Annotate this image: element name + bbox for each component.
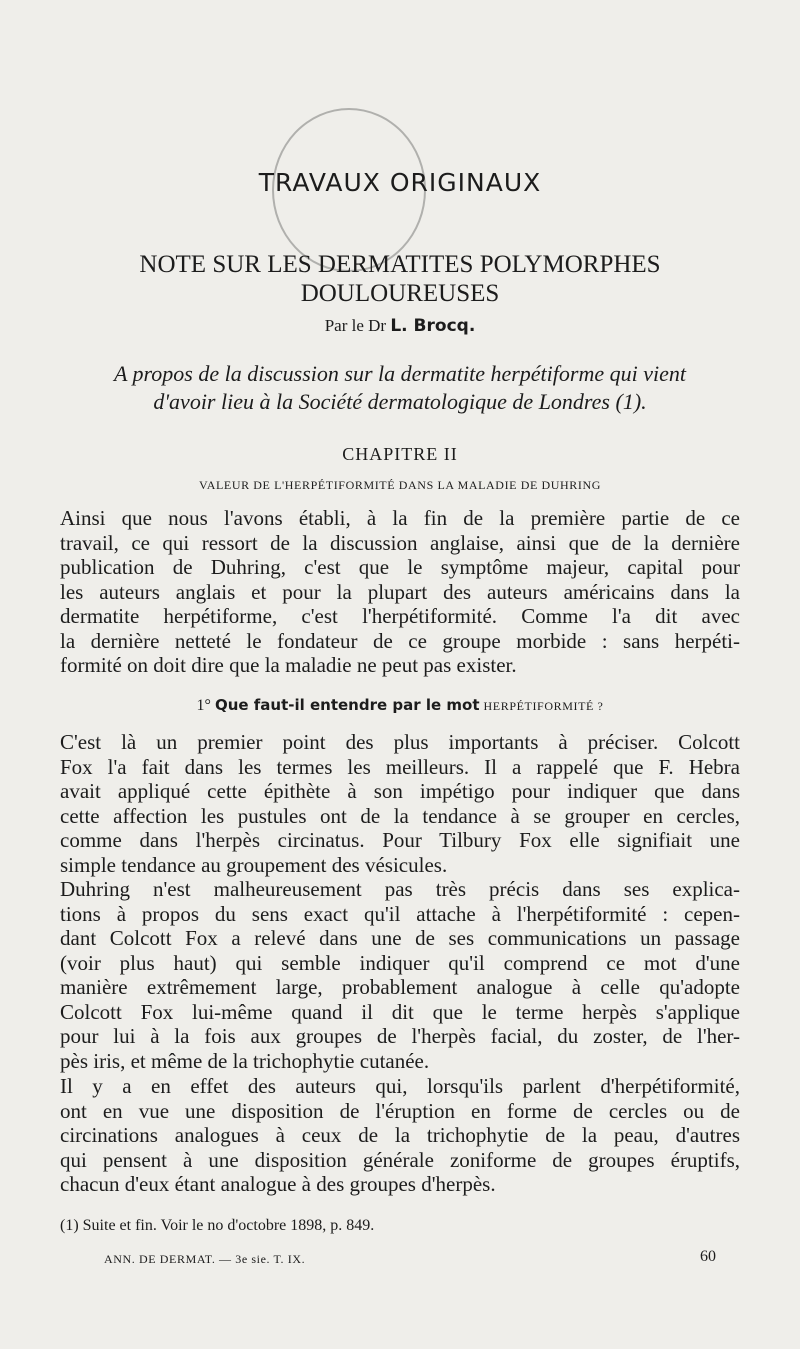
text-line: pès iris, et même de la trichophytie cutanée. [60, 1048, 430, 1073]
text-line: ont en vue une disposition de l'éruption en forme de cercles ou de [60, 1098, 740, 1123]
text-line: qui pensent à une disposition générale zoniforme de groupes éruptifs, [60, 1147, 740, 1172]
text-line: Fox l'a fait dans les termes les meilleurs. Il a rappelé que F. Hebra [60, 754, 740, 779]
text-line: la dernière netteté le fondateur de ce groupe morbide : sans herpéti- [60, 628, 740, 653]
text-line: (voir plus haut) qui semble indiquer qu'il comprend ce mot d'une [60, 950, 740, 975]
author-name: L. Brocq. [390, 316, 476, 336]
text-line: travail, ce qui ressort de la discussion anglaise, ainsi que de la dernière [60, 530, 740, 555]
question-heading [60, 696, 740, 715]
subtitle-line-1: A propos de la discussion sur la dermatite herpétiforme qui vient [114, 361, 686, 386]
article-title-line-2: DOULOUREUSES [300, 280, 500, 307]
author-prefix: Par le Dr [324, 316, 387, 335]
paragraph-1 [60, 506, 740, 678]
text-line: Duhring n'est malheureusement pas très précis dans ses explica- [60, 877, 740, 901]
paragraph-2 [60, 730, 740, 877]
text-line: les auteurs anglais et pour la plupart des auteurs américains dans la [60, 579, 740, 604]
text-line: pour lui à la fois aux groupes de l'herpès facial, du zoster, de l'her- [60, 1024, 740, 1048]
question-number: 1° [196, 697, 211, 714]
text-line: comme dans l'herpès circinatus. Pour Tilbury Fox elle signifiait une [60, 828, 740, 852]
chapter-subtitle: VALEUR DE L'HERPÉTIFORMITÉ DANS LA MALADIE DE DUHRING [198, 478, 602, 492]
paragraph-3 [60, 877, 740, 1073]
section-title: TRAVAUX ORIGINAUX [258, 168, 542, 197]
text-line: formité on doit dire que la maladie ne peut pas exister. [60, 653, 517, 677]
article-subtitle [60, 360, 740, 416]
text-line: dant Colcott Fox a relevé dans une de ses communications un passage [60, 926, 740, 950]
text-line: cette affection les pustules ont de la tendance à se grouper en cercles, [60, 803, 740, 828]
article-title [60, 250, 740, 308]
article-title-line-1: NOTE SUR LES DERMATITES POLYMORPHES [139, 251, 661, 278]
footnote: (1) Suite et fin. Voir le no d'octobre 1898, p. 849. [60, 1217, 375, 1234]
running-footer: ANN. DE DERMAT. — 3e sie. T. IX. [104, 1252, 306, 1266]
subtitle-line-2: d'avoir lieu à la Société dermatologique de Londres (1). [153, 389, 647, 414]
page-number: 60 [700, 1248, 716, 1265]
text-line: Il y a en effet des auteurs qui, lorsqu'ils parlent d'herpétiformité, [60, 1074, 740, 1098]
chapter-title: CHAPITRE II [342, 444, 458, 464]
text-line: dermatite herpétiforme, c'est l'herpétiformité. Comme l'a dit avec [60, 604, 740, 628]
text-line: publication de Duhring, c'est que le symptôme majeur, capital pour [60, 555, 740, 579]
text-line: Colcott Fox lui-même quand il dit que le terme herpès s'applique [60, 999, 740, 1024]
text-line: chacun d'eux étant analogue à des groupes d'herpès. [60, 1172, 496, 1196]
text-line: C'est là un premier point des plus importants à préciser. Colcott [60, 730, 740, 754]
text-line: avait appliqué cette épithète à son impétigo pour indiquer que dans [60, 779, 740, 803]
question-term: HERPÉTIFORMITÉ ? [483, 699, 604, 713]
text-line: tions à propos du sens exact qu'il attache à l'herpétiformité : cepen- [60, 901, 740, 926]
text-line: circinations analogues à ceux de la trichophytie de la peau, d'autres [60, 1123, 740, 1147]
text-line: manière extrêmement large, probablement analogue à celle qu'adopte [60, 975, 740, 999]
question-text: Que faut-il entendre par le mot [214, 696, 480, 714]
text-line: Ainsi que nous l'avons établi, à la fin de la première partie de ce [60, 506, 740, 530]
paragraph-4 [60, 1074, 740, 1197]
author-line [0, 316, 800, 336]
text-line: simple tendance au groupement des vésicules. [60, 852, 448, 877]
